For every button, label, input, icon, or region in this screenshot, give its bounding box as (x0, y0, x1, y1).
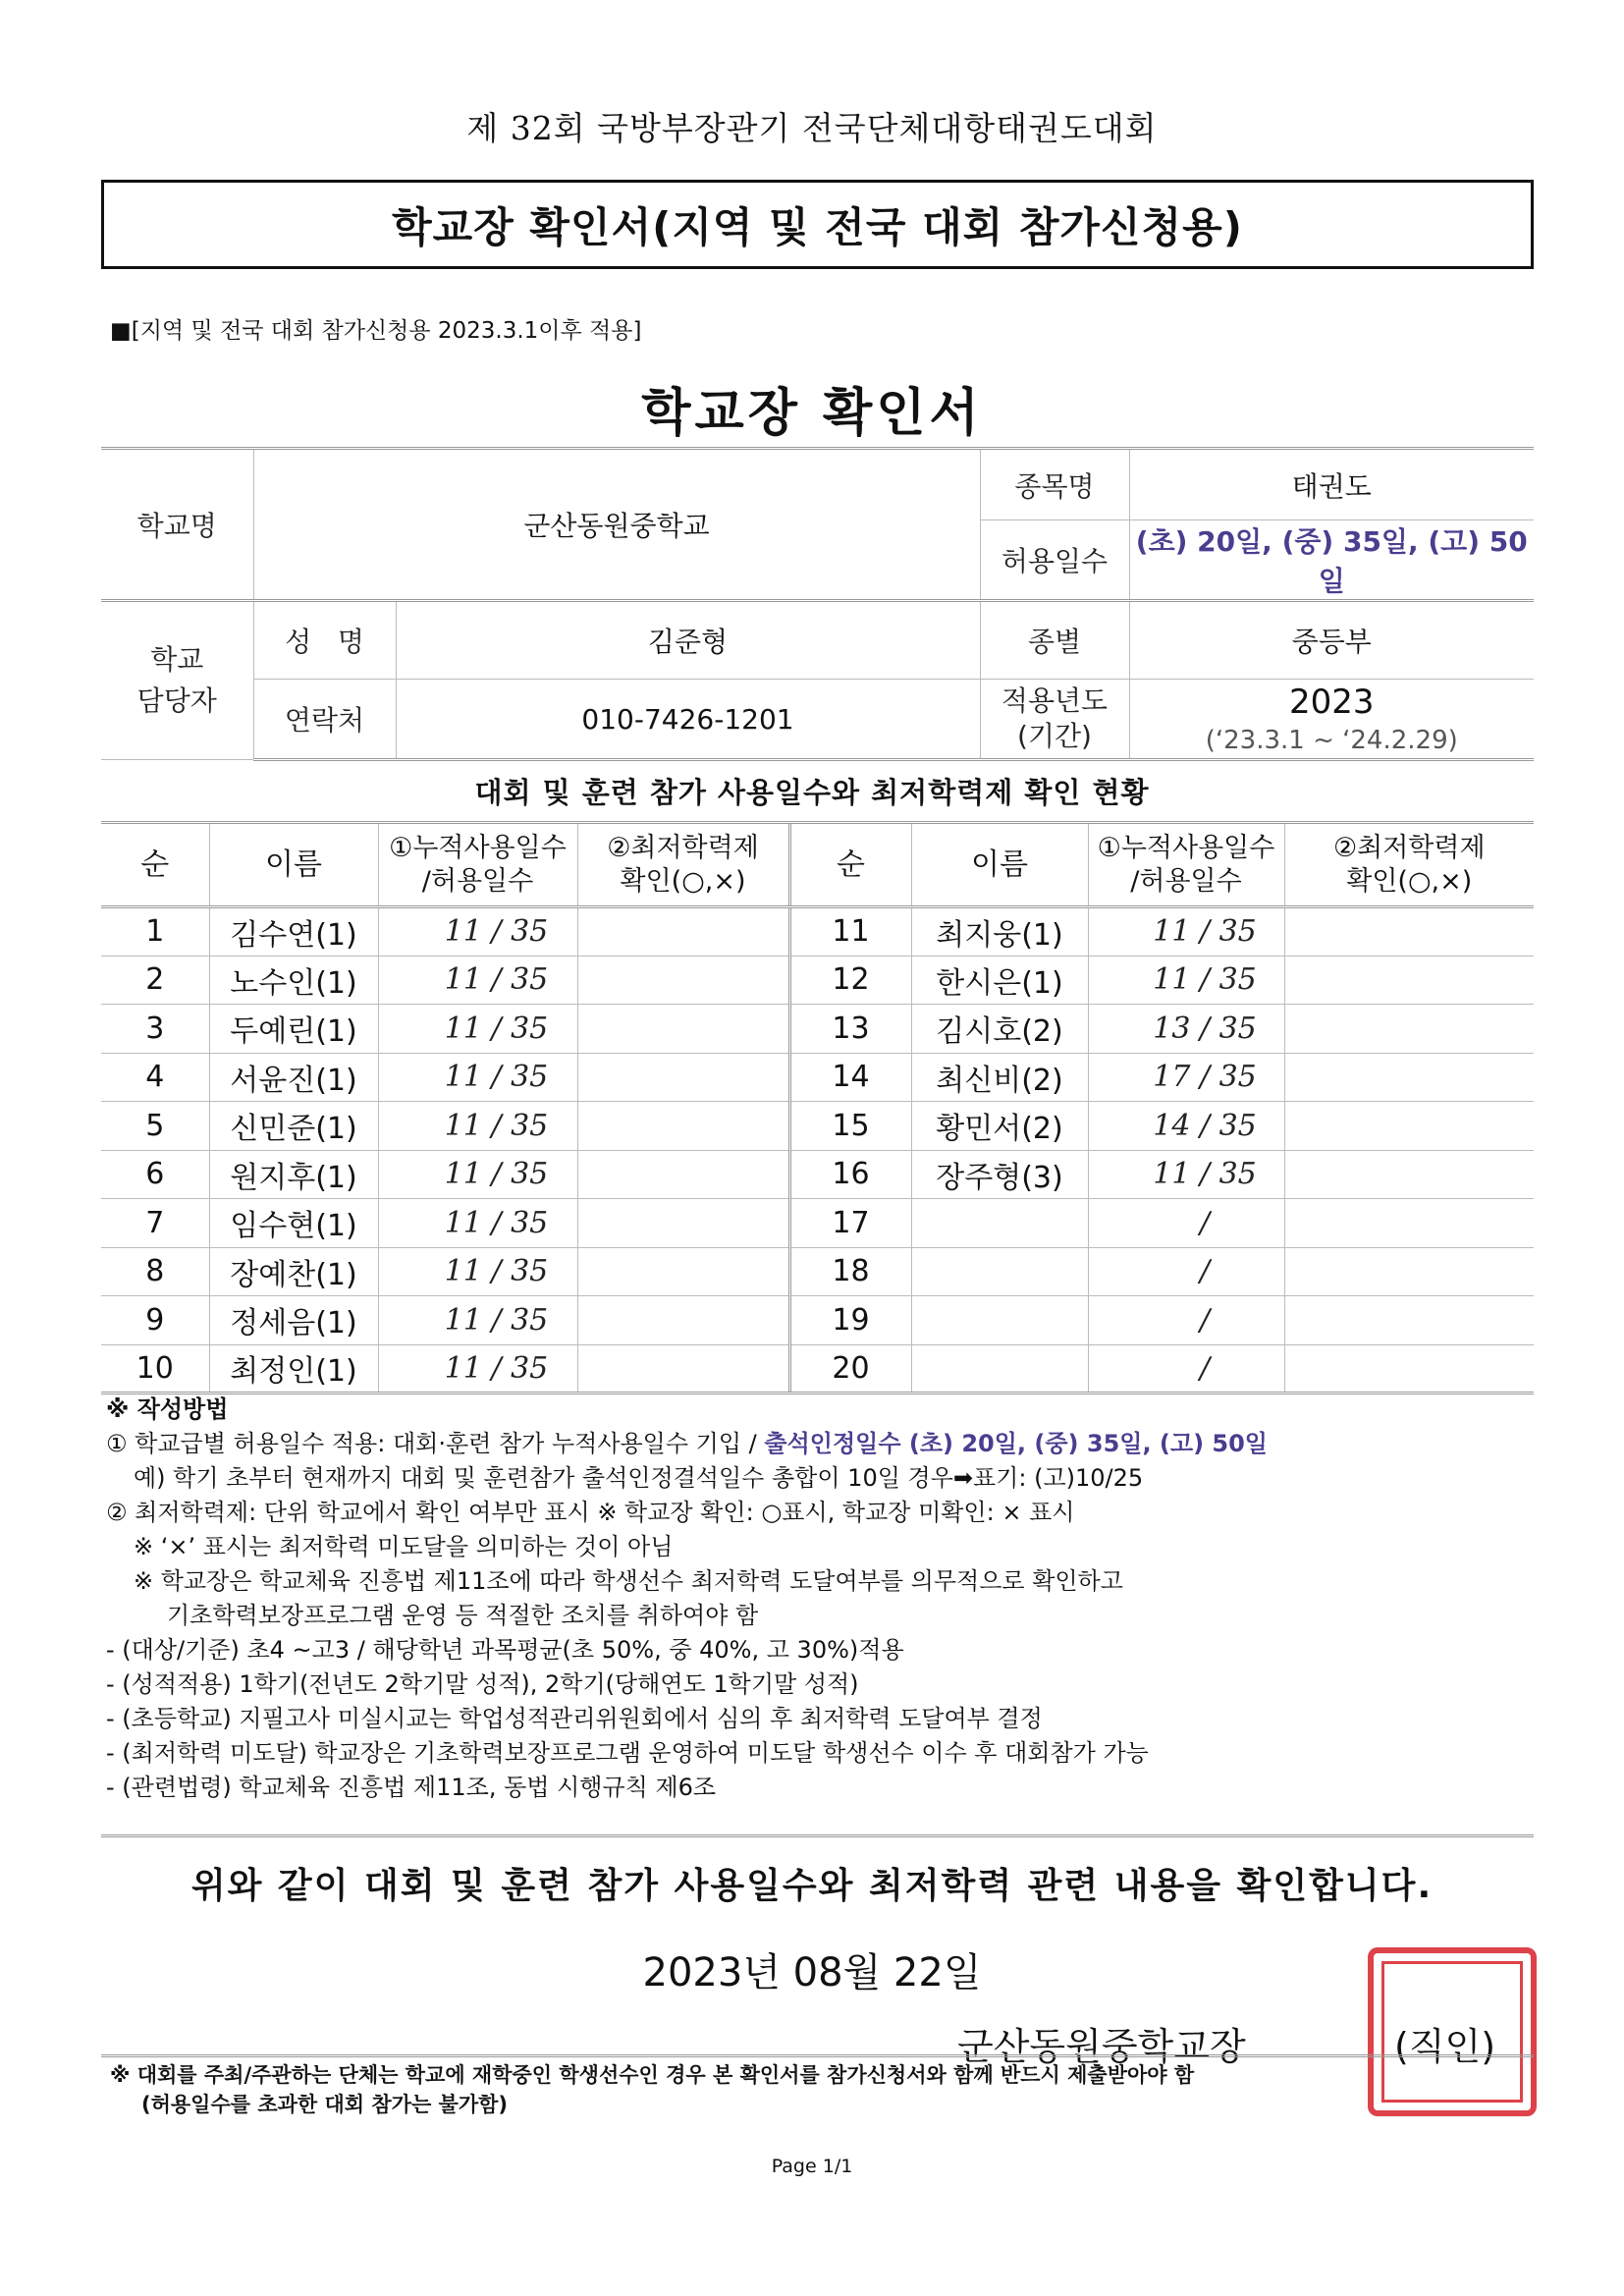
roster-days: 11 / 35 (378, 1150, 577, 1199)
note-1-highlight: 출석인정일수 (초) 20일, (중) 35일, (고) 50일 (764, 1430, 1268, 1457)
roster-name: 원지후(1) (209, 1150, 378, 1199)
roster-name: 김시호(2) (911, 1005, 1088, 1054)
roster-days: 17 / 35 (1088, 1053, 1284, 1102)
category-value: 중등부 (1129, 601, 1534, 680)
roster-name (911, 1247, 1088, 1296)
table-row (101, 1344, 1534, 1394)
note-1-example: 예) 학기 초부터 현재까지 대회 및 훈련참가 출석인정결석일수 총합이 10일 경우➡표기: (고)10/25 (134, 1464, 1144, 1492)
note-2: ② 최저학력제: 단위 학교에서 확인 여부만 표시 ※ 학교장 확인: ○표시, 학교장 미확인: × 표시 (106, 1499, 1075, 1526)
roster-name: 두예린(1) (209, 1005, 378, 1054)
roster-check (577, 1247, 789, 1296)
divider (101, 1834, 1534, 1837)
manager-name-label: 성 명 (253, 601, 396, 680)
school-name-label: 학교명 (101, 449, 253, 601)
roster-days: 11 / 35 (378, 1296, 577, 1345)
issue-date: 2023년 08월 22일 (642, 1950, 982, 1995)
roster-days: 11 / 35 (378, 1102, 577, 1151)
roster-days: 11 / 35 (1088, 956, 1284, 1005)
confirmation-statement: 위와 같이 대회 및 훈련 참가 사용일수와 최저학력 관련 내용을 확인합니다. (190, 1866, 1434, 1906)
notes-heading: ※ 작성방법 (106, 1395, 229, 1423)
roster-name: 장주형(3) (911, 1150, 1088, 1199)
roster-name: 한시은(1) (911, 956, 1088, 1005)
roster-check (1284, 1247, 1534, 1296)
principal-name: 군산동원중학교장 (957, 2025, 1246, 2068)
roster-days: 11 / 35 (378, 1053, 577, 1102)
roster-check (1284, 956, 1534, 1005)
roster-name: 신민준(1) (209, 1102, 378, 1151)
allowed-days-value: (초) 20일, (중) 35일, (고) 50일 (1129, 520, 1534, 601)
roster-no: 20 (789, 1344, 911, 1394)
roster-check (577, 1102, 789, 1151)
col-days: ①누적사용일수 /허용일수 (378, 823, 577, 907)
document-title: 학교장 확인서 (641, 384, 983, 443)
roster-check (1284, 1102, 1534, 1151)
school-info-table (101, 447, 1534, 761)
roster-name (911, 1199, 1088, 1248)
form-title-box: 학교장 확인서(지역 및 전국 대회 참가신청용) (101, 180, 1534, 269)
roster-name: 장예찬(1) (209, 1247, 378, 1296)
form-subtitle: ■[지역 및 전국 대회 참가신청용 2023.3.1이후 적용] (110, 318, 642, 344)
roster-days: / (1088, 1344, 1284, 1394)
col-check: ②최저학력제 확인(○,×) (1284, 823, 1534, 907)
roster-check (577, 1344, 789, 1394)
year-label: 적용년도 (기간) (980, 680, 1129, 760)
category-label: 종별 (980, 601, 1129, 680)
note-9: - (최저학력 미도달) 학교장은 기초학력보장프로그램 운영하여 미도달 학생선수 이수 후 대회참가 가능 (106, 1739, 1149, 1767)
roster-days: / (1088, 1247, 1284, 1296)
roster-no: 19 (789, 1296, 911, 1345)
section-title: 대회 및 훈련 참가 사용일수와 최저학력제 확인 현황 (474, 776, 1150, 809)
page-number: Page 1/1 (771, 2156, 853, 2177)
roster-days: 11 / 35 (1088, 1150, 1284, 1199)
contact-value: 010-7426-1201 (396, 680, 980, 760)
competition-title: 제 32회 국방부장관기 전국단체대항태권도대회 (466, 109, 1158, 147)
roster-days: 11 / 35 (378, 956, 577, 1005)
manager-name-value: 김준형 (396, 601, 980, 680)
roster-name (911, 1344, 1088, 1394)
roster-no: 5 (101, 1102, 209, 1151)
table-row (101, 1296, 1534, 1345)
roster-no: 12 (789, 956, 911, 1005)
roster-no: 1 (101, 907, 209, 957)
footnote-line-2: (허용일수를 초과한 대회 참가는 불가함) (141, 2093, 509, 2116)
roster-no: 3 (101, 1005, 209, 1054)
year-value: 2023 (1288, 683, 1375, 722)
allowed-days-label: 허용일수 (980, 520, 1129, 601)
roster-check (577, 956, 789, 1005)
col-days: ①누적사용일수 /허용일수 (1088, 823, 1284, 907)
roster-check (1284, 1005, 1534, 1054)
roster-days: 11 / 35 (1088, 907, 1284, 957)
roster-no: 15 (789, 1102, 911, 1151)
table-row (101, 956, 1534, 1005)
note-3: ※ ‘×’ 표시는 최저학력 미도달을 의미하는 것이 아님 (134, 1533, 674, 1560)
roster-no: 8 (101, 1247, 209, 1296)
note-8: - (초등학교) 지필고사 미실시교는 학업성적관리위원회에서 심의 후 최저학력 도달여부 결정 (106, 1705, 1043, 1732)
roster-no: 2 (101, 956, 209, 1005)
roster-name (911, 1296, 1088, 1345)
manager-label: 학교 담당자 (101, 601, 253, 760)
roster-name: 노수인(1) (209, 956, 378, 1005)
writing-instructions (106, 1393, 1540, 1805)
roster-check (577, 907, 789, 957)
roster-days: / (1088, 1296, 1284, 1345)
roster-no: 18 (789, 1247, 911, 1296)
roster-name: 황민서(2) (911, 1102, 1088, 1151)
roster-check (1284, 1296, 1534, 1345)
table-row (101, 1102, 1534, 1151)
roster-name: 최신비(2) (911, 1053, 1088, 1102)
roster-days: 11 / 35 (378, 1344, 577, 1394)
roster-no: 16 (789, 1150, 911, 1199)
table-row (101, 1247, 1534, 1296)
roster-days: 11 / 35 (378, 907, 577, 957)
note-6: - (대상/기준) 초4 ~고3 / 해당학년 과목평균(초 50%, 중 40%, 고 30%)적용 (106, 1636, 904, 1664)
roster-no: 13 (789, 1005, 911, 1054)
roster-check (1284, 1199, 1534, 1248)
note-1: ① 학교급별 허용일수 적용: 대회·훈련 참가 누적사용일수 기입 / (106, 1430, 765, 1457)
table-row (101, 1005, 1534, 1054)
roster-check (1284, 1053, 1534, 1102)
roster-days: 13 / 35 (1088, 1005, 1284, 1054)
roster-days: 11 / 35 (378, 1247, 577, 1296)
roster-name: 서윤진(1) (209, 1053, 378, 1102)
divider (101, 2054, 1534, 2057)
roster-no: 9 (101, 1296, 209, 1345)
roster-no: 14 (789, 1053, 911, 1102)
roster-days: / (1088, 1199, 1284, 1248)
roster-check (577, 1199, 789, 1248)
seal-label: (직인) (1394, 2025, 1496, 2068)
roster-check (1284, 1150, 1534, 1199)
sport-label: 종목명 (980, 449, 1129, 520)
school-name-value: 군산동원중학교 (253, 449, 980, 601)
roster-table (101, 821, 1534, 1394)
roster-check (1284, 907, 1534, 957)
roster-check (577, 1296, 789, 1345)
roster-no: 17 (789, 1199, 911, 1248)
roster-name: 최정인(1) (209, 1344, 378, 1394)
table-row (101, 1053, 1534, 1102)
roster-name: 최지웅(1) (911, 907, 1088, 957)
roster-no: 11 (789, 907, 911, 957)
footnote (110, 2060, 1194, 2119)
col-name: 이름 (911, 823, 1088, 907)
roster-check (577, 1053, 789, 1102)
roster-name: 정세음(1) (209, 1296, 378, 1345)
note-5: 기초학력보장프로그램 운영 등 적절한 조치를 취하여야 함 (167, 1602, 759, 1629)
roster-no: 4 (101, 1053, 209, 1102)
roster-no: 10 (101, 1344, 209, 1394)
roster-name: 임수현(1) (209, 1199, 378, 1248)
year-cell (1129, 680, 1534, 760)
note-4: ※ 학교장은 학교체육 진흥법 제11조에 따라 학생선수 최저학력 도달여부를 의무적으로 확인하고 (134, 1567, 1123, 1595)
roster-days: 11 / 35 (378, 1005, 577, 1054)
roster-check (577, 1150, 789, 1199)
sport-value: 태권도 (1129, 449, 1534, 520)
roster-days: 14 / 35 (1088, 1102, 1284, 1151)
table-row (101, 907, 1534, 957)
contact-label: 연락처 (253, 680, 396, 760)
roster-days: 11 / 35 (378, 1199, 577, 1248)
roster-no: 6 (101, 1150, 209, 1199)
col-no: 순 (789, 823, 911, 907)
roster-no: 7 (101, 1199, 209, 1248)
note-7: - (성적적용) 1학기(전년도 2학기말 성적), 2학기(당해연도 1학기말 성적) (106, 1670, 859, 1698)
roster-check (577, 1005, 789, 1054)
roster-check (1284, 1344, 1534, 1394)
roster-name: 김수연(1) (209, 907, 378, 957)
note-10: - (관련법령) 학교체육 진흥법 제11조, 동법 시행규칙 제6조 (106, 1774, 717, 1801)
table-row (101, 1199, 1534, 1248)
year-period: (‘23.3.1 ~ ‘24.2.29) (1205, 726, 1458, 755)
footnote-line-1: ※ 대회를 주최/주관하는 단체는 학교에 재학중인 학생선수인 경우 본 확인서를 참가신청서와 함께 반드시 제출받아야 함 (110, 2063, 1195, 2087)
col-check: ②최저학력제 확인(○,×) (577, 823, 789, 907)
col-name: 이름 (209, 823, 378, 907)
col-no: 순 (101, 823, 209, 907)
table-row (101, 1150, 1534, 1199)
